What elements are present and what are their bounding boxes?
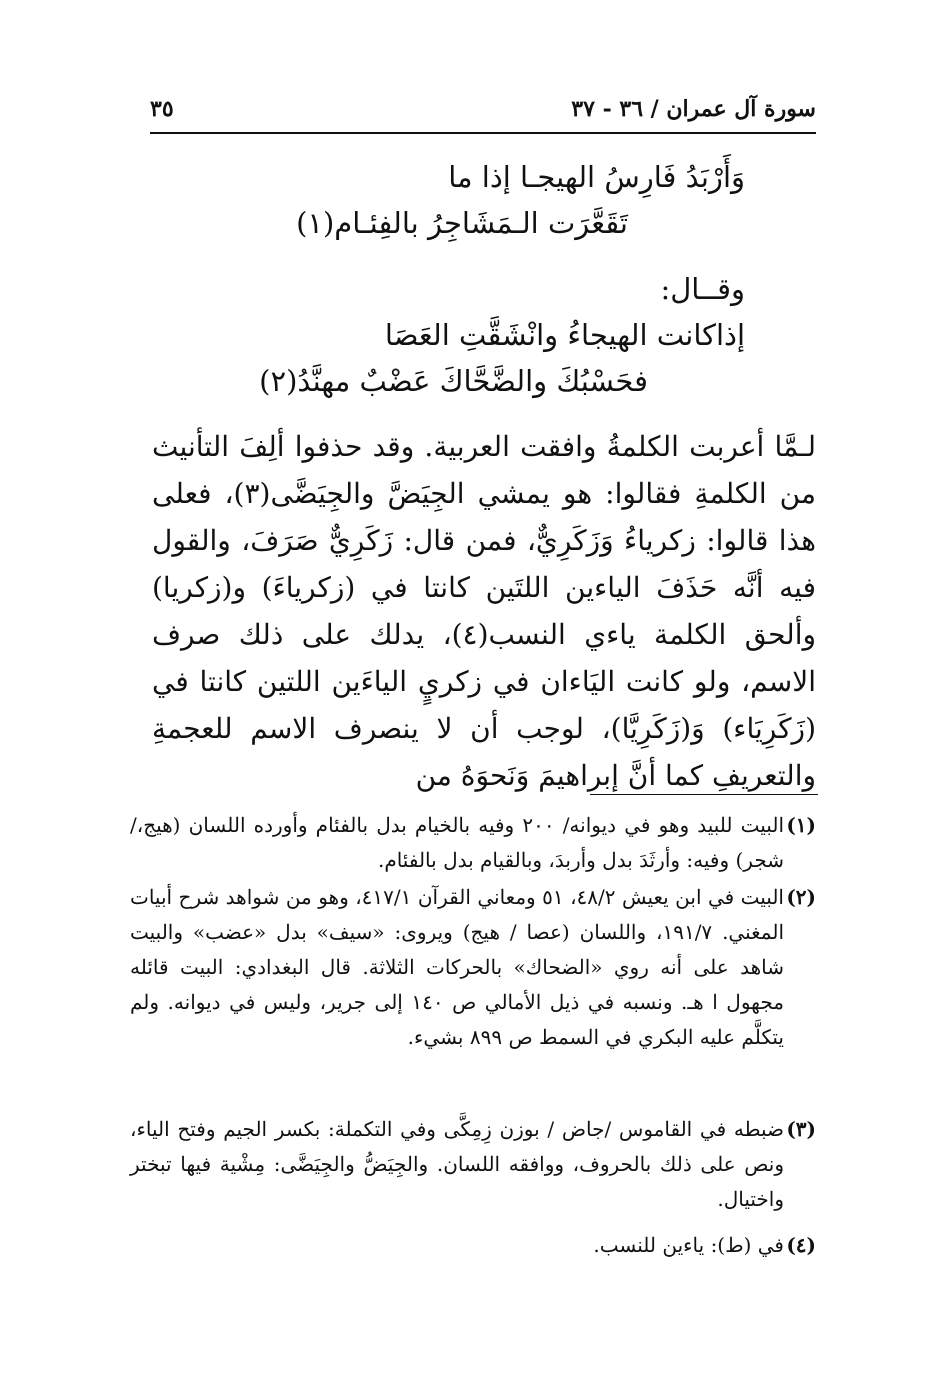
footnote-1 [130,808,816,878]
footnote-mark: (٣) [786,1117,816,1141]
poem2-intro: وقــال: [660,272,745,306]
footnote-3 [130,1112,816,1217]
footnote-mark: (٢) [786,885,816,909]
running-title: سورة آل عمران / ٣٦ - ٣٧ [571,96,816,122]
page-header [150,92,816,134]
footnote-mark: (١) [786,813,816,837]
footnote-text: البيت للبيد وهو في ديوانه/ ٢٠٠ وفيه بالخيام بدل بالفئام وأورده اللسان (هيج،/ شجر) وفيه: وأرثَدَ بدل وأربدَ، وبالقيام بدل بالفئام. [130,813,784,872]
body-paragraph: لـمَّا أعربت الكلمةُ وافقت العربية. وقد حذفوا ألِفَ التأنيث من الكلمةِ فقالوا: هو يمشي الجِيَضَّ والجِيَضَّى(٣)، فعلى هذا قالوا: زكرياءُ وَزَكَرِيٌّ، فمن قال: زَكَرِيٌّ صَرَفَ، والقول فيه أنَّه حَذَفَ الياءين اللتَين كانتا في (زكرياءَ) و(زكريا) وألحق الكلمة ياءي النسب(٤)، يدلك على ذلك صرف الاسم، ولو كانت اليَاءان في زكريٍ الياءَين اللتين كانتا في (زَكَرِيَاء) وَ(زَكَرِيَّا)، لوجب أن لا ينصرف الاسم للعجمةِ والتعريفِ كما أنَّ إبراهيمَ وَنَحوَهُ من [152,430,817,792]
poem1-line1: وَأَرْبَدُ فَارِسُ الهيجـا إذا ما [448,160,745,194]
footnote-4 [130,1228,816,1263]
footnote-separator [590,794,818,795]
footnote-text: في (ط): ياءين للنسب. [593,1233,784,1257]
main-text [152,423,816,799]
page-number: ٣٥ [150,96,174,122]
poem1-line2: تَقَعَّرَت الـمَشَاجِرُ بالفِئـام(١) [296,206,628,240]
poem2-line1: إذاكانت الهيجاءُ وانْشَقَّتِ العَصَا [384,318,745,352]
footnote-text: البيت في ابن يعيش ٤٨/٢، ٥١ ومعاني القرآن ٤١٧/١، وهو من شواهد شرح أبيات المغني. ١٩١/٧، واللسان (عصا / هيج) ويروى: «سيف» بدل «عضب» والبيت شاهد على أنه روي «الضحاك» بالحركات الثلاثة. قال البغدادي: البيت قائله مجهول ا هـ. ونسبه في ذيل الأمالي ص ١٤٠ إلى جرير، وليس في ديوانه. ولم يتكلَّم عليه البكري في السمط ص ٨٩٩ بشيء. [130,885,784,1049]
footnote-2 [130,880,816,1055]
footnote-mark: (٤) [786,1233,816,1257]
footnote-text: ضبطه في القاموس /جاض / بوزن زِمِكَّى وفي التكملة: بكسر الجيم وفتح الياء، ونص على ذلك بالحروف، ووافقه اللسان. والجِيَضُّ والجِيَضَّى: مِشْية فيها تبختر واختيال. [130,1117,784,1211]
poem2-line2: فحَسْبُكَ والضَّحَّاكَ عَضْبٌ مهنَّدُ(٢) [259,364,648,398]
